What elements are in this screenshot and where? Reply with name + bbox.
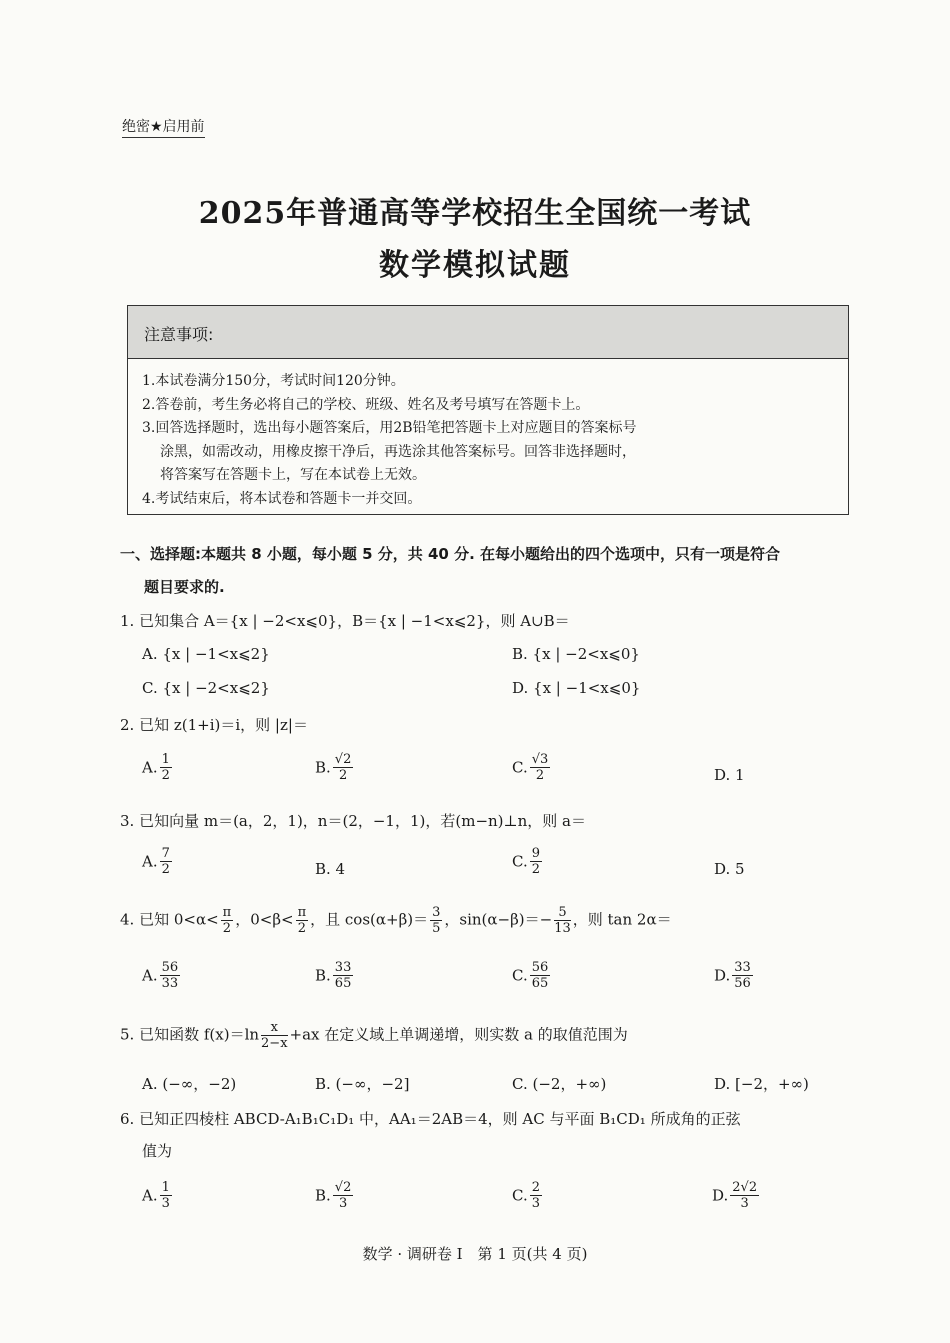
q1-option-d: D. {x | −1<x⩽0} xyxy=(512,679,641,697)
numerator: 1 xyxy=(161,1180,170,1195)
numerator: 7 xyxy=(161,846,170,861)
option-label: B. xyxy=(315,758,331,777)
question-3-stem: 3. 已知向量 m＝(a，2，1)，n＝(2，−1，1)，若(m−n)⊥n，则 a＝ xyxy=(120,812,587,830)
option-label: A. xyxy=(142,966,158,985)
q2-option-b xyxy=(315,752,355,783)
fraction xyxy=(430,905,442,936)
fraction xyxy=(730,1180,759,1211)
notice-box xyxy=(127,305,849,515)
q4-option-c xyxy=(512,960,552,991)
q3-option-a xyxy=(142,846,174,877)
option-label: D. xyxy=(714,966,731,985)
stem-text: 4. 已知 0<α< xyxy=(120,910,219,929)
option-label: C. xyxy=(512,758,528,777)
q3-option-d: D. 5 xyxy=(714,860,745,878)
denominator: 3 xyxy=(531,1196,540,1211)
fraction xyxy=(530,960,551,991)
q1-option-a: A. {x | −1<x⩽2} xyxy=(142,645,270,663)
denominator: 56 xyxy=(734,976,751,991)
q6-option-c xyxy=(512,1180,544,1211)
fraction xyxy=(732,960,753,991)
numerator: 1 xyxy=(161,752,170,767)
q6-option-d xyxy=(712,1180,761,1211)
notice-item: 3.回答选择题时，选出每小题答案后，用2B铅笔把答题卡上对应题目的答案标号 xyxy=(142,420,637,436)
section-heading xyxy=(120,538,860,604)
numerator: 56 xyxy=(531,960,549,975)
fraction xyxy=(160,960,181,991)
notice-item: 2.答卷前，考生务必将自己的学校、班级、姓名及考号填写在答题卡上。 xyxy=(142,396,590,413)
denominator: 2 xyxy=(222,921,232,936)
fraction xyxy=(160,846,172,877)
option-label: C. xyxy=(512,966,528,985)
denominator: 2 xyxy=(161,768,170,783)
fraction xyxy=(261,1020,288,1051)
notice-item: 1.本试卷满分150分，考试时间120分钟。 xyxy=(142,373,405,389)
denominator: 2 xyxy=(297,921,306,936)
q5-option-c: C. (−2，+∞) xyxy=(512,1075,607,1093)
numerator: 5 xyxy=(554,905,571,921)
option-label: A. xyxy=(142,758,158,777)
question-5-stem xyxy=(120,1020,628,1051)
stem-text: ，0<β< xyxy=(235,910,294,929)
q2-option-a xyxy=(142,752,174,783)
numerator: √2 xyxy=(334,1180,352,1195)
question-1-stem: 1. 已知集合 A＝{x | −2<x⩽0}，B＝{x | −1<x⩽2}，则 A∪B＝ xyxy=(120,612,570,630)
notice-item: 4.考试结束后，将本试卷和答题卡一并交回。 xyxy=(142,490,422,507)
page-footer: 数学 · 调研卷 I 第 1 页(共 4 页) xyxy=(362,1245,588,1263)
fraction xyxy=(160,752,172,783)
fraction xyxy=(530,752,551,783)
question-6-stem-cont: 值为 xyxy=(142,1142,173,1160)
q3-option-b: B. 4 xyxy=(315,860,346,878)
fraction xyxy=(160,1180,172,1211)
numerator: 2 xyxy=(531,1180,540,1195)
denominator: 3 xyxy=(338,1196,348,1211)
fraction xyxy=(333,960,354,991)
numerator: 2√2 xyxy=(732,1180,758,1195)
denominator: 2 xyxy=(531,862,540,877)
q2-option-c xyxy=(512,752,552,783)
denominator: 33 xyxy=(161,976,179,991)
numerator: 9 xyxy=(531,846,540,861)
q1-option-b: B. {x | −2<x⩽0} xyxy=(512,645,640,663)
q4-option-a xyxy=(142,960,182,991)
numerator: √3 xyxy=(531,752,549,767)
stem-text: +ax 在定义域上单调递增，则实数 a 的取值范围为 xyxy=(289,1025,628,1044)
option-label: A. xyxy=(142,1186,158,1205)
stem-text: ，则 tan 2α＝ xyxy=(572,910,672,929)
q6-option-a xyxy=(142,1180,174,1211)
denominator: 3 xyxy=(740,1196,749,1211)
option-label: C. xyxy=(512,852,528,871)
option-label: B. xyxy=(315,966,331,985)
denominator: 2 xyxy=(535,768,545,783)
numerator: √2 xyxy=(334,752,352,767)
q5-option-a: A. (−∞，−2) xyxy=(142,1075,237,1093)
notice-header xyxy=(128,306,848,359)
numerator: 33 xyxy=(734,960,751,975)
q4-option-b xyxy=(315,960,355,991)
secret-label: 绝密★启用前 xyxy=(122,116,205,138)
notice-item: 涂黑，如需改动，用橡皮擦干净后，再选涂其他答案标号。回答非选择题时， xyxy=(160,443,636,460)
question-4-stem xyxy=(120,905,672,936)
option-label: C. xyxy=(512,1186,528,1205)
fraction xyxy=(296,905,309,936)
q2-option-d: D. 1 xyxy=(714,766,745,784)
denominator: 65 xyxy=(531,976,549,991)
q4-option-d xyxy=(714,960,755,991)
fraction xyxy=(530,846,542,877)
fraction xyxy=(333,752,354,783)
numerator: π xyxy=(222,905,232,920)
denominator: 3 xyxy=(161,1196,170,1211)
fraction xyxy=(333,1180,354,1211)
exam-title: 2025年普通高等学校招生全国统一考试 xyxy=(198,196,752,231)
fraction xyxy=(554,905,571,936)
notice-item: 将答案写在答题卡上，写在本试卷上无效。 xyxy=(160,467,426,483)
stem-text: 5. 已知函数 f(x)＝ln xyxy=(120,1025,260,1044)
denominator: 13 xyxy=(554,921,571,936)
denominator: 2 xyxy=(338,768,348,783)
numerator: 56 xyxy=(161,960,179,975)
question-2-stem: 2. 已知 z(1+i)＝i，则 |z|＝ xyxy=(120,716,308,734)
option-label: B. xyxy=(315,1186,331,1205)
section-heading-line: 一、选择题:本题共 8 小题，每小题 5 分，共 40 分. 在每小题给出的四个选项中，只有一项是符合 xyxy=(120,545,781,563)
fraction xyxy=(221,905,234,936)
q6-option-b xyxy=(315,1180,355,1211)
numerator: x xyxy=(261,1020,288,1036)
numerator: 33 xyxy=(334,960,352,975)
q5-option-d: D. [−2，+∞) xyxy=(714,1075,809,1093)
q5-option-b: B. (−∞，−2] xyxy=(315,1075,410,1093)
notice-list xyxy=(142,370,837,511)
denominator: 5 xyxy=(432,921,441,936)
stem-text: ，且 cos(α+β)＝ xyxy=(310,910,429,929)
q1-option-c: C. {x | −2<x⩽2} xyxy=(142,679,270,697)
stem-text: ，sin(α−β)＝− xyxy=(444,910,553,929)
notice-title: 注意事项: xyxy=(144,325,214,344)
option-label: D. xyxy=(712,1186,729,1205)
numerator: π xyxy=(297,905,307,920)
q3-option-c xyxy=(512,846,544,877)
option-label: A. xyxy=(142,852,158,871)
fraction xyxy=(530,1180,542,1211)
section-heading-line: 题目要求的. xyxy=(144,578,225,596)
denominator: 2−x xyxy=(261,1036,288,1051)
denominator: 2 xyxy=(161,862,170,877)
question-6-stem: 6. 已知正四棱柱 ABCD-A₁B₁C₁D₁ 中，AA₁＝2AB＝4，则 AC 与平面 B₁CD₁ 所成角的正弦 xyxy=(120,1110,741,1128)
exam-subtitle: 数学模拟试题 xyxy=(379,248,571,283)
denominator: 65 xyxy=(334,976,352,991)
numerator: 3 xyxy=(432,905,441,920)
